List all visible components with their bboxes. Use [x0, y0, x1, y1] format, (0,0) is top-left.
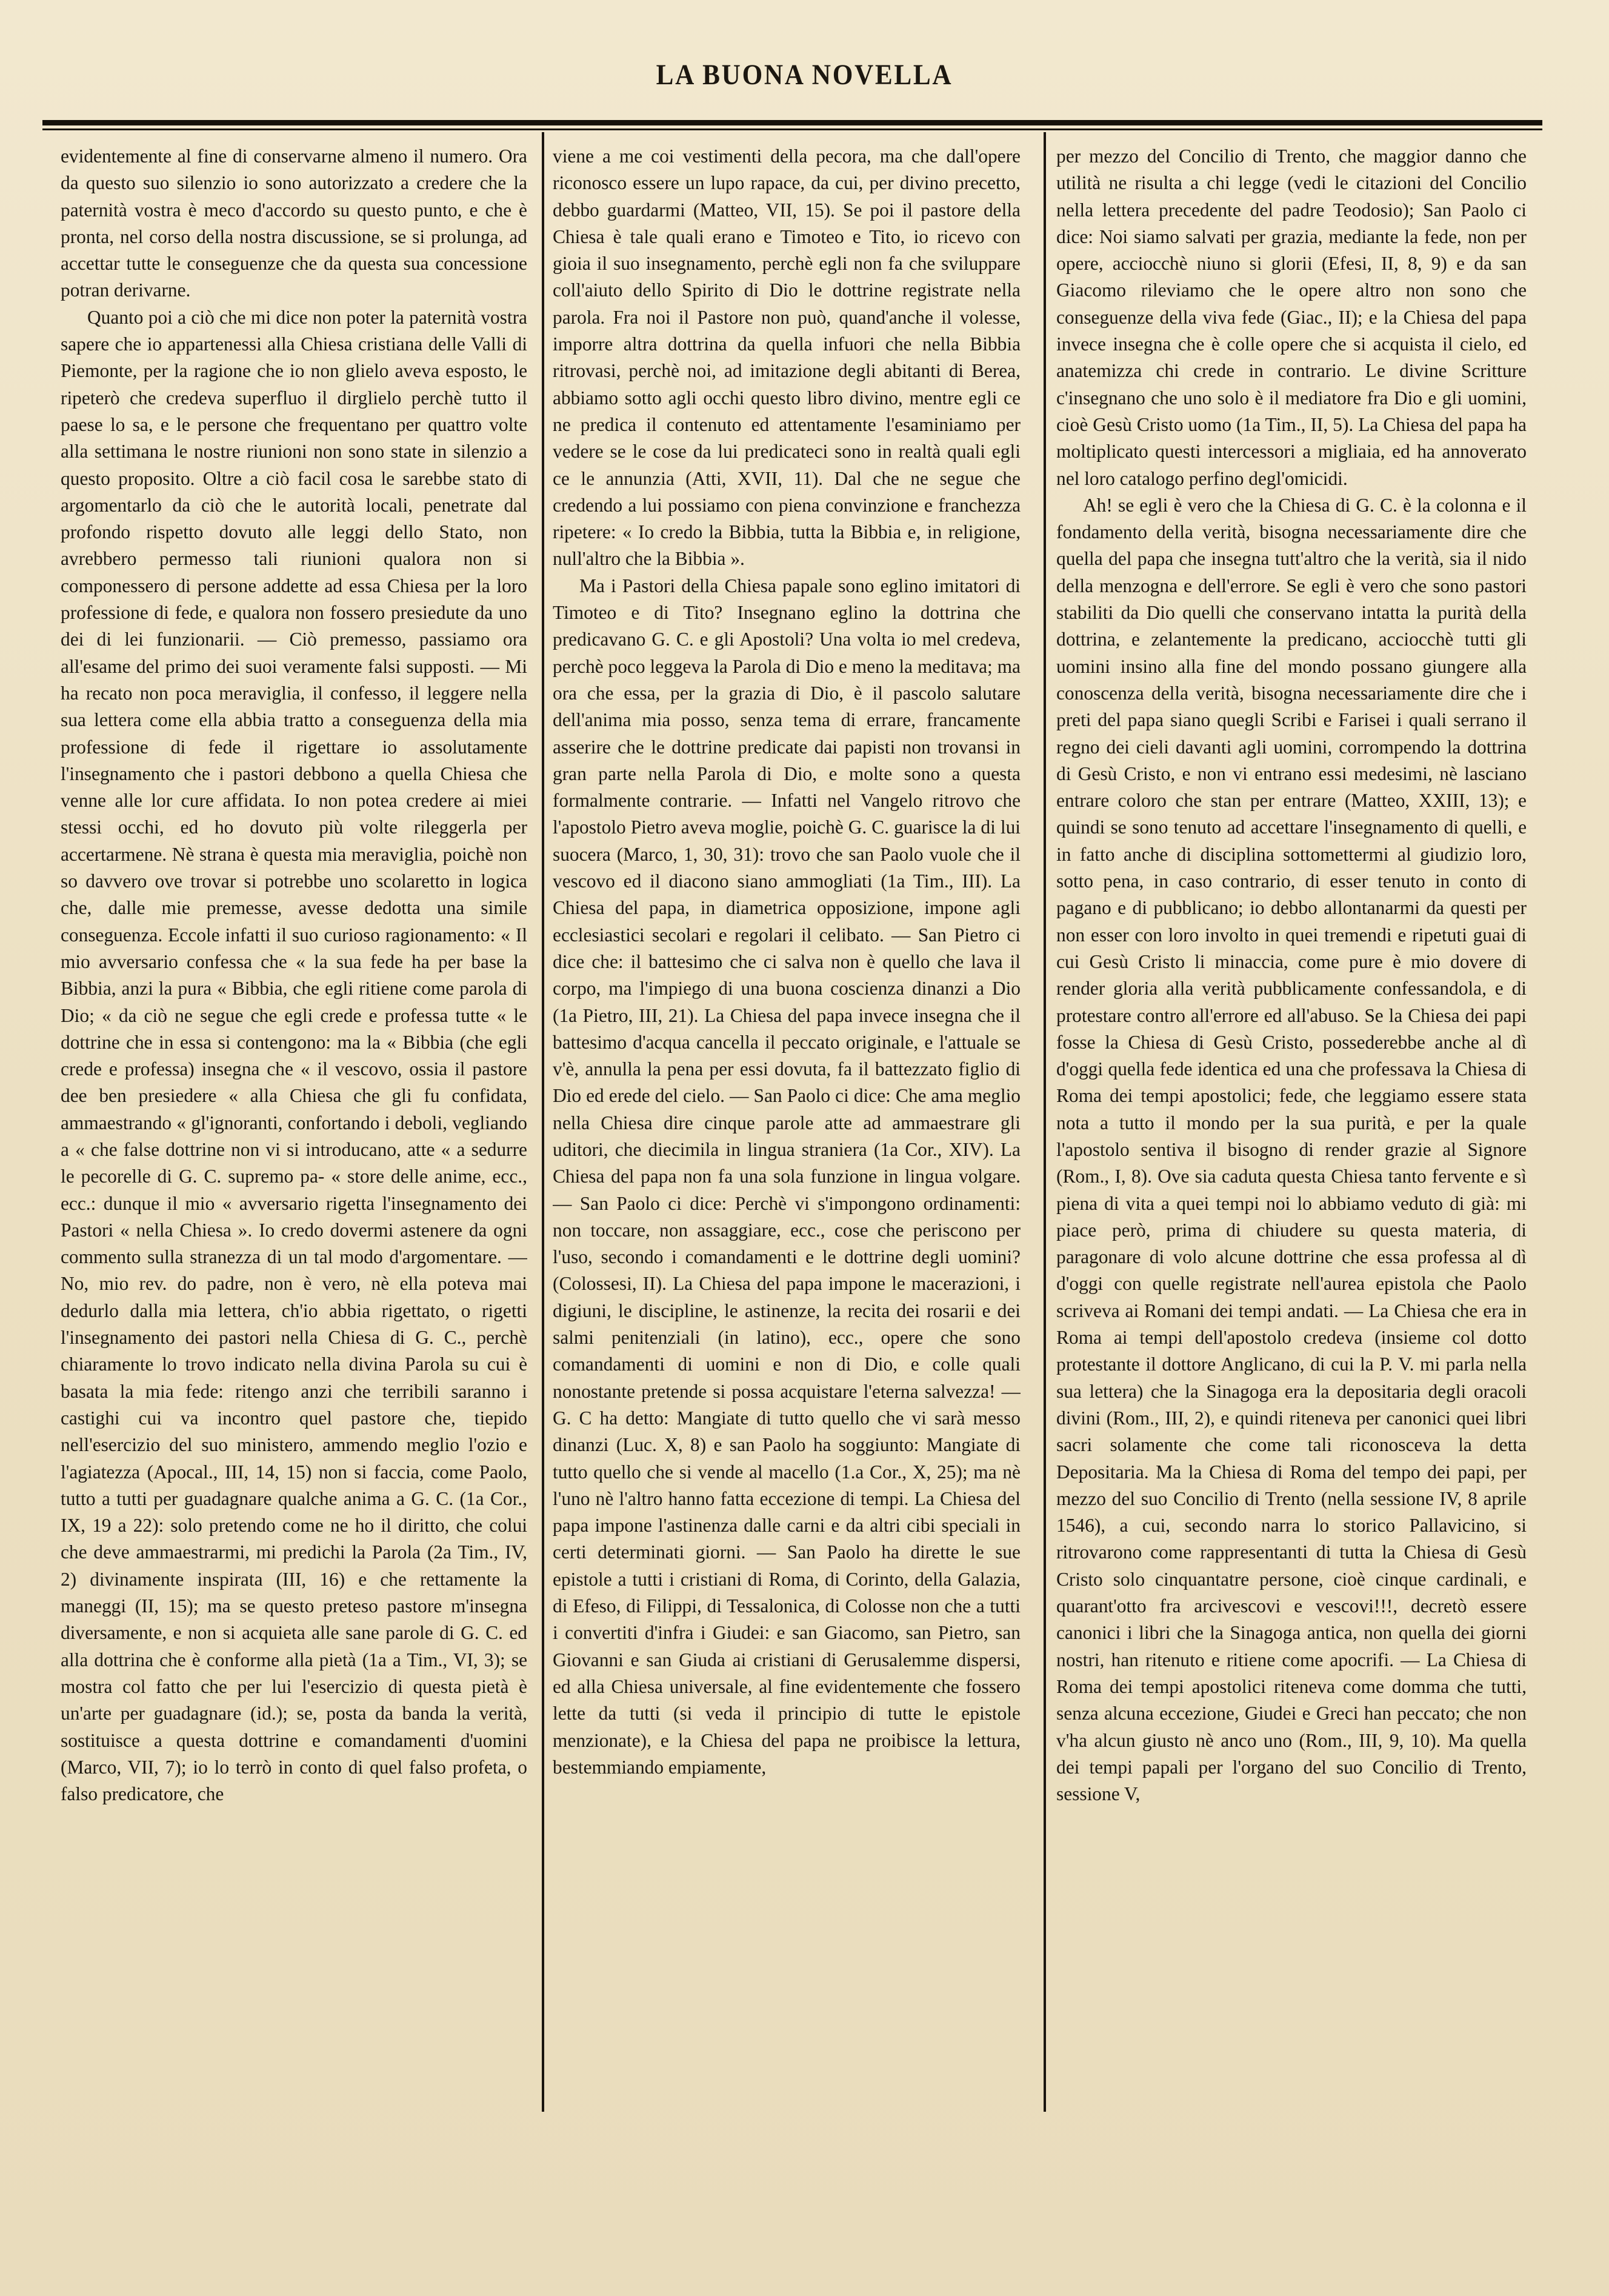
column-divider [542, 132, 544, 2112]
paragraph: viene a me coi vestimenti della pecora, ma che dall'opere riconosco essere un lupo rapace, da cui, per divino precetto, debbo guardarmi (Matteo, VII, 15). Se poi il pastore della Chiesa è tale quali erano e Timoteo e Tito, io ricevo con gioia il suo insegnamento, perchè egli non fa che sviluppare coll'aiuto dello Spirito di Dio le dottrine registrate nella parola. Fra noi il Pastore non può, quand'anche il volesse, imporre altra dottrina da quella infuori che nella Bibbia ritrovasi, perchè noi, ad imitazione degli abitanti di Berea, abbiamo sotto agli occhi questo libro divino, mentre egli ce ne predica il contenuto ed attentamente l'esaminiamo per vedere se le cose da lui predicateci sono in realtà quali egli ce le annunzia (Atti, XVII, 11). Dal che ne segue che credendo a lui possiamo con piena convinzione e franchezza ripetere: « Io credo la Bibbia, tutta la Bibbia e, in religione, null'altro che la Bibbia ». [553, 145, 1021, 570]
header-rule-thick [42, 120, 1542, 125]
masthead-title: LA BUONA NOVELLA [656, 59, 953, 91]
text-column-2 [553, 143, 1021, 2125]
column-divider [1044, 132, 1046, 2112]
paragraph: Ah! se egli è vero che la Chiesa di G. C. è la colonna e il fondamento della verità, bisogna necessariamente dire che quella del papa che insegna tutt'altro che la verità, sia il nido della menzogna e dell'errore. Se egli è vero che sono pastori stabiliti da Dio quelli che conservano intatta la purità della dottrina, e zelantemente la predicano, acciocchè tutti gli uomini insino alla fine del mondo possano giungere alla conoscenza della verità, bisogna necessariamente dire che i preti del papa siano quegli Scribi e Farisei i quali serrano il regno dei cieli davanti agli uomini, corrompendo la dottrina di Gesù Cristo, e non vi entrano essi medesimi, nè lasciano entrare coloro che stan per entrare (Matteo, XXIII, 13); e quindi se sono tenuto ad accettare l'insegnamento di quelli, e in fatto anche di disciplina sottomettermi al giudizio loro, sotto pena, in caso contrario, di esser tenuto in conto di pagano e di pubblicano; io debbo allontanarmi da questi per non esser con loro involto in quei tremendi e ripetuti guai di cui Gesù Cristo li minaccia, come pure è mio dovere di render gloria alla verità pubblicamente confessandola, e di protestare contro all'errore ed all'abuso. Se la Chiesa dei papi fosse la Chiesa di Gesù Cristo, possederebbe anche al dì d'oggi quella fede identica ed una che professava la Chiesa di Roma dei tempi apostolici; fede, che leggiamo essere stata nota a tutto il mondo per la sua purità, e per la quale l'apostolo sentiva il bisogno di render grazie al Signore (Rom., I, 8). Ove sia caduta questa Chiesa tanto fervente e sì piena di vita a quei tempi noi lo abbiamo veduto di già: mi piace però, prima di chiudere su questa materia, di paragonare di volo alcune dottrine che essa professa al dì d'oggi con quelle registrate nell'aurea epistola che Paolo scriveva ai Romani dei tempi andati. — La Chiesa che era in Roma ai tempi dell'apostolo credeva (insieme col dotto protestante il dottore Anglicano, di cui la P. V. mi parla nella sua lettera) che la Sinagoga era la depositaria degli oracoli divini (Rom., III, 2), e quindi riteneva per canonici quei libri sacri solamente che come tali riconosceva la detta Depositaria. Ma la Chiesa di Roma del tempo dei papi, per mezzo del suo Concilio di Trento (nella sessione IV, 8 aprile 1546), a cui, secondo narra lo storico Pallavicino, si ritrovarono come rappresentanti di tutta la Chiesa di Gesù Cristo solo cinquantatre persone, cioè cinque cardinali, e quarant'otto fra arcivescovi e vescovi!!!, decretò essere canonici i libri che la Sinagoga antica, non quella dei giorni nostri, han ritenuto e ritiene come apocrifi. — La Chiesa di Roma dei tempi apostolici riteneva come domma che tutti, senza alcuna eccezione, Giudei e Greci han peccato; che non v'ha alcun giusto nè anco uno (Rom., III, 9, 10). Ma quella dei tempi papali per l'organo del suo Concilio di Trento, sessione V, [1056, 494, 1527, 1805]
paragraph: Ma i Pastori della Chiesa papale sono eglino imitatori di Timoteo e di Tito? Insegnano eglino la dottrina che predicavano G. C. e gli Apostoli? Una volta io mel credeva, perchè poco leggeva la Parola di Dio e meno la meditava; ma ora che essa, per la grazia di Dio, è il pascolo salutare dell'anima mia posso, senza tema di errare, francamente asserire che le dottrine predicate dai papisti non trovansi in gran parte nella Parola di Dio, e molte sono a questa formalmente contrarie. — Infatti nel Vangelo ritrovo che l'apostolo Pietro aveva moglie, poichè G. C. guarisce la di lui suocera (Marco, 1, 30, 31): trovo che san Paolo vuole che il vescovo ed il diacono siano ammogliati (1a Tim., III). La Chiesa del papa, in diametrica opposizione, impone agli ecclesiastici secolari e regolari il celibato. — San Pietro ci dice che: il battesimo che ci salva non è quello che lava il corpo, ma l'impiego di una buona coscienza dinanzi a Dio (1a Pietro, III, 21). La Chiesa del papa invece insegna che il battesimo d'acqua cancella il peccato originale, e l'attuale se v'è, annulla la pena per essi dovuta, fa il battezzato figlio di Dio ed erede del cielo. — San Paolo ci dice: Che ama meglio nella Chiesa dire cinque parole atte ad ammaestrare gli uditori, che diecimila in lingua straniera (1a Cor., XIV). La Chiesa del papa non fa una sola funzione in lingua volgare. — San Paolo ci dice: Perchè vi s'impongono ordinamenti: non toccare, non assaggiare, ecc., cose che periscono per l'uso, secondo i comandamenti e le dottrine degli uomini? (Colossesi, II). La Chiesa del papa impone le macerazioni, i digiuni, le discipline, le astinenze, la recita dei rosarii e dei salmi penitenziali (in latino), ecc., opere che sono comandamenti di uomini e non di Dio, e colle quali nonostante pretende si possa acquistare l'eterna salvezza! — G. C ha detto: Mangiate di tutto quello che vi sarà messo dinanzi (Luc. X, 8) e san Paolo ha soggiunto: Mangiate di tutto quello che si vende al macello (1.a Cor., X, 25); ma nè l'uno nè l'altro hanno fatta eccezione di tempi. La Chiesa del papa impone l'astinenza dalle carni e da altri cibi speciali in certi determinati giorni. — San Paolo ha dirette le sue epistole a tutti i cristiani di Roma, di Corinto, della Galazia, di Efeso, di Filippi, di Tessalonica, di Colosse non che a tutti i convertiti d'infra i Giudei: e san Giacomo, san Pietro, san Giovanni e san Giuda ai cristiani di Gerusalemme dispersi, ed alla Chiesa universale, al fine evidentemente che fossero lette da tutti (si veda il principio di tutte le epistole menzionate), e la Chiesa del papa ne proibisce la lettura, bestemmiando empiamente, [553, 575, 1021, 1778]
header-rule-thin [42, 128, 1542, 130]
paragraph: evidentemente al fine di conservarne almeno il numero. Ora da questo suo silenzio io sono autorizzato a credere che la paternità vostra è meco d'accordo su questo punto, e che è pronta, nel corso della nostra discussione, se si prolunga, ad accettar tutte le conseguenze che da questa sua concessione potran derivarne. [61, 145, 527, 301]
paragraph: per mezzo del Concilio di Trento, che maggior danno che utilità ne risulta a chi legge (vedi le citazioni del Concilio nella lettera precedente del padre Teodosio); San Paolo ci dice: Noi siamo salvati per grazia, mediante la fede, non per opere, acciocchè niuno si glorii (Efesi, II, 8, 9) e da san Giacomo rileviamo che le opere altro non sono che conseguenze della viva fede (Giac., II); e la Chiesa del papa invece insegna che è colle opere che si acquista il cielo, ed anatemizza chi crede in contrario. Le divine Scritture c'insegnano che uno solo è il mediatore fra Dio e gli uomini, cioè Gesù Cristo uomo (1a Tim., II, 5). La Chiesa del papa ha moltiplicato questi intercessori a migliaia, ed ha annoverato nel loro catalogo perfino degl'omicidi. [1056, 145, 1527, 489]
text-column-1 [61, 143, 527, 2125]
text-column-3 [1056, 143, 1527, 2125]
paragraph: Quanto poi a ciò che mi dice non poter la paternità vostra sapere che io appartenessi alla Chiesa cristiana delle Valli di Piemonte, per la ragione che io non glielo aveva esposto, le ripeterò che credeva superfluo il dirglielo perchè tutto il paese lo sa, e le persone che frequentano per quattro volte alla settimana le nostre riunioni non sono state in silenzio a questo proposito. Oltre a ciò facil cosa le sarebbe stato di argomentarlo da ciò che le autorità locali, penetrate dal profondo rispetto dovuto alle leggi dello Stato, non avrebbero permesso tali riunioni qualora non si componessero di persone addette ad essa Chiesa per la loro professione di fede, e qualora non fossero presiedute da uno dei di lei funzionarii. — Ciò premesso, passiamo ora all'esame del primo dei suoi veramente falsi supposti. — Mi ha recato non poca meraviglia, il confesso, il leggere nella sua lettera come ella abbia tratto a conseguenza della mia professione di fede il rigettare io assolutamente l'insegnamento che i pastori debbono a quella Chiesa che venne alle lor cure affidata. Io non potea credere ai miei stessi occhi, ed ho dovuto più volte rileggerla per accertarmene. Nè strana è questa mia meraviglia, poichè non so davvero ove trovar si potrebbe uno scolaretto in logica che, dalle mie premesse, avesse dedotta una simile conseguenza. Eccole infatti il suo curioso ragionamento: « Il mio avversario confessa che « la sua fede ha per base la Bibbia, anzi la pura « Bibbia, che egli ritiene come parola di Dio; « da ciò ne segue che egli crede e professa tutte « le dottrine che in essa si contengono: ma la « Bibbia (che egli crede e professa) insegna che « il vescovo, ossia il pastore dee ben presiedere « alla Chiesa che gli fu confidata, ammaestrando « gl'ignoranti, confortando i deboli, vegliando a « che false dottrine non vi si introducano, atte « a sedurre le pecorelle di G. C. supremo pa- « store delle anime, ecc., ecc.: dunque il mio « avversario rigetta l'insegnamento dei Pastori « nella Chiesa ». Io credo dovermi astenere da ogni commento sulla stranezza di un tal modo d'argomentare. — No, mio rev. do padre, non è vero, nè ella poteva mai dedurlo dalla mia lettera, ch'io abbia rigettato, o rigetti l'insegnamento dei pastori nella Chiesa di G. C., perchè chiaramente lo trovo indicato nella divina Parola su cui è basata la mia fede: ritengo anzi che terribili saranno i castighi cui va incontro quel pastore che, tiepido nell'esercizio del suo ministero, ammendo meglio l'ozio e l'agiatezza (Apocal., III, 14, 15) non si faccia, come Paolo, tutto a tutti per guadagnare qualche anima a G. C. (1a Cor., IX, 19 a 22): solo pretendo come ne ho il diritto, che colui che deve ammaestrarmi, mi predichi la Parola (2a Tim., IV, 2) divinamente inspirata (III, 16) e che rettamente la maneggi (II, 15); ma se questo preteso pastore m'insegna diversamente, e non si acquieta alle sane parole di G. C. ed alla dottrina che è conforme alla pietà (1a a Tim., VI, 3); se mostra col fatto che per lui l'esercizio di questa pietà è un'arte per guadagnare (id.); se, posta da banda la verità, sostituisce a questa dottrine e comandamenti d'uomini (Marco, VII, 7); io lo terrò in conto di quel falso profeta, o falso predicatore, che [61, 306, 527, 1805]
